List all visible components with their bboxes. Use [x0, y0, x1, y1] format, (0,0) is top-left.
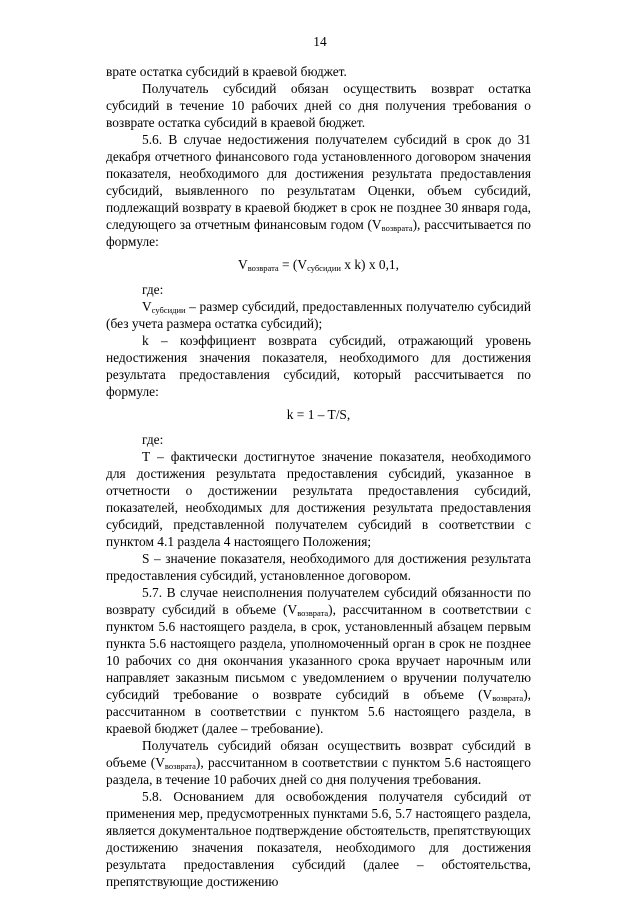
paragraph-t-definition: Т – фактически достигнутое значение показателя, необходимого для достижения результата предоставления субсидий, указанное в отчетности о достижении результата предоставления субсидий, показателей, необходимых для достижения результата предоставления субсидий, представленной получателем субсидий в соответствии с пунктом 4.1 раздела 4 настоящего Положения; [106, 449, 531, 549]
paragraph-5-7: 5.7. В случае неисполнения получателем субсидий обязанности по возврату субсидий в объеме $(V_{возврата})$, рассчитанном в соответствии с пунктом 5.6 настоящего раздела, в срок, установленный абзацем первым пункта 5.6 настоящего раздела, уполномоченный орган в срок не позднее 10 рабочих со дня окончания указанного срока вручает нарочным или направляет заказным письмом с уведомлением о вручении получателю субсидий требование о возврате субсидий в объеме $(V_{возврата})$, рассчитанном в соответствии с пунктом 5.6 настоящего раздела, в краевой бюджет (далее – требование). [106, 585, 531, 736]
paragraph-continuation: врате остатка субсидий в краевой бюджет. [106, 64, 347, 79]
paragraph-5-8: 5.8. Основанием для освобождения получателя субсидий от применения мер, предусмотренных пунктами 5.6, 5.7 настоящего раздела, является документальное подтверждение обстоятельств, препятствующих достижению значения показателя, необходимого для достижения результата предоставления субсидий (далее – обстоятельства, препятствующие достижению [106, 789, 531, 889]
page-number: 14 [313, 34, 327, 49]
paragraph-k-coefficient: k – коэффициент возврата субсидий, отражающий уровень недостижения значения показателя, необходимого для достижения результата предоставления субсидий, который рассчитывается по формуле: [106, 333, 531, 399]
where-label-1: где: [142, 282, 164, 297]
formula-k: k = 1 – T/S, [286, 407, 351, 422]
formula-return-volume: $V_{возврата} = (V_{субсидии}$ x k) x 0,1, [238, 257, 399, 273]
paragraph-v-subsidii: $V_{субсидии}$ – размер субсидий, предоставленных получателю субсидий (без учета размера остатка субсидий); [106, 299, 531, 331]
paragraph-s-definition: S – значение показателя, необходимого для достижения результата предоставления субсидий, установленное договором. [106, 551, 531, 583]
paragraph-5-6: 5.6. В случае недостижения получателем субсидий в срок до 31 декабря отчетного финансового года установленного договором значения показателя, необходимого для достижения результата предоставления субсидий, выявленного по результатам Оценки, объем субсидий, подлежащий возврату в краевой бюджет в срок не позднее 30 января года, следующего за отчетным финансовым годом $(V_{возврата})$, рассчитывается по формуле: [106, 132, 531, 249]
document-body [106, 63, 531, 890]
paragraph-return-obligation: Получатель субсидий обязан осуществить возврат остатка субсидий в течение 10 рабочих дней со дня получения требования о возврате остатка субсидий в краевой бюджет. [106, 81, 531, 130]
paragraph-return-subsidy: Получатель субсидий обязан осуществить возврат субсидий в объеме $(V_{возврата})$, рассчитанном в соответствии с пунктом 5.6 настоящего раздела, в течение 10 рабочих дней со дня получения требования. [106, 738, 532, 787]
where-label-2: где: [142, 432, 164, 447]
